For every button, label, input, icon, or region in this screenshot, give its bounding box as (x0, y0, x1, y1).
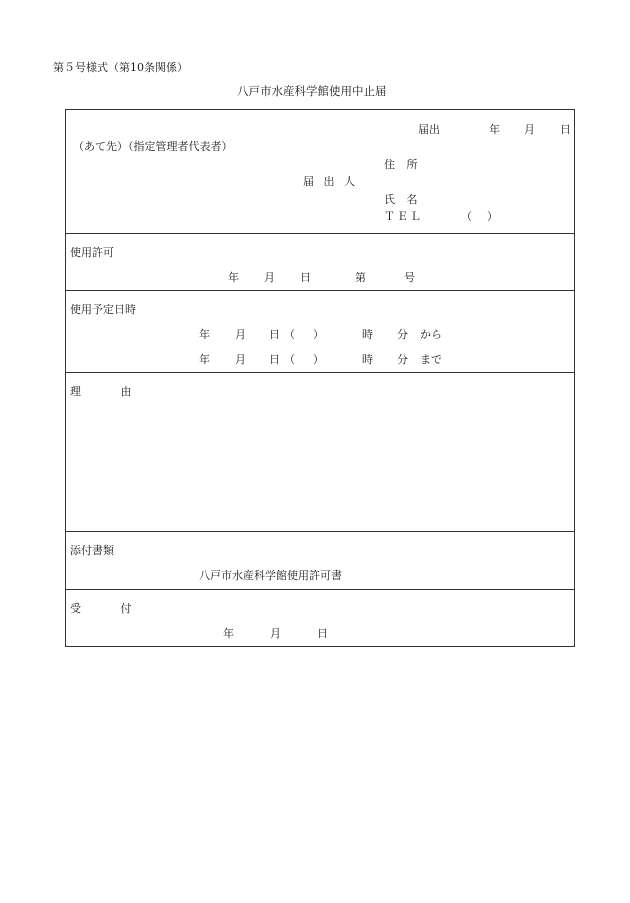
to-suffix: まで (420, 353, 442, 366)
reception-day-label: 日 (317, 627, 328, 640)
document-title: 八戸市水産科学館使用中止届 (237, 84, 387, 98)
reason-label: 理 由 (70, 385, 150, 398)
to-day-label: 日 (269, 353, 280, 366)
attachments-label: 添付書類 (70, 544, 114, 557)
to-hour-label: 時 (362, 353, 373, 366)
filed-year-label: 年 (489, 123, 500, 136)
from-hour-label: 時 (362, 328, 373, 341)
tel-paren-open: （ (461, 210, 472, 223)
permission-year-label: 年 (228, 271, 239, 284)
filed-month-label: 月 (524, 123, 535, 136)
from-weekday-open: （ (284, 328, 295, 341)
to-minute-label: 分 (397, 353, 408, 366)
divider-attachments (65, 589, 575, 590)
address-label: 住 所 (384, 158, 422, 171)
divider-applicant (65, 233, 575, 234)
reception-month-label: 月 (270, 627, 281, 640)
from-month-label: 月 (235, 328, 246, 341)
reception-year-label: 年 (223, 627, 234, 640)
from-minute-label: 分 (397, 328, 408, 341)
permission-no-suffix: 号 (404, 271, 415, 284)
filed-day-label: 日 (560, 123, 571, 136)
addressee-text: （あて先）（指定管理者代表者） (73, 140, 233, 153)
from-day-label: 日 (269, 328, 280, 341)
divider-reason (65, 531, 575, 532)
filed-label: 届出 (418, 123, 440, 136)
to-weekday-close: ） (313, 353, 324, 366)
from-suffix: から (420, 328, 442, 341)
schedule-label: 使用予定日時 (70, 303, 136, 316)
permission-no-prefix: 第 (355, 271, 366, 284)
from-weekday-close: ） (313, 328, 324, 341)
tel-paren-close: ） (487, 210, 498, 223)
permission-month-label: 月 (264, 271, 275, 284)
divider-schedule (65, 372, 575, 373)
from-year-label: 年 (199, 328, 210, 341)
filer-label: 届 出 人 (303, 175, 358, 188)
to-year-label: 年 (199, 353, 210, 366)
divider-permission (65, 290, 575, 291)
tel-label: ＴＥＬ (384, 210, 423, 223)
name-label: 氏 名 (384, 193, 422, 206)
permission-day-label: 日 (300, 271, 311, 284)
reception-label: 受 付 (70, 602, 150, 615)
to-month-label: 月 (235, 353, 246, 366)
permission-label: 使用許可 (70, 246, 114, 259)
attachment-item: 八戸市水産科学館使用許可書 (199, 569, 342, 582)
form-number: 第５号様式（第10条関係） (53, 61, 188, 74)
form-table (65, 109, 575, 647)
to-weekday-open: （ (284, 353, 295, 366)
